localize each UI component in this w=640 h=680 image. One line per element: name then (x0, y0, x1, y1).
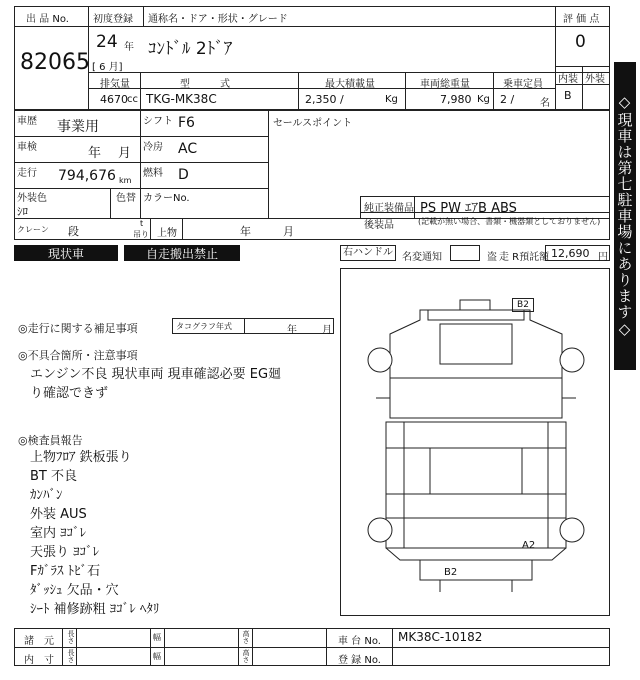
model-name-label: 通称名・ドア・形状・グレード (148, 14, 288, 25)
mileage-unit: km (119, 176, 132, 185)
inspector-item: ｶﾝﾊﾞﾝ (30, 488, 63, 503)
current-state-badge (14, 245, 118, 261)
rear-right-wheel (560, 518, 584, 542)
name-change-box (450, 245, 480, 261)
type-label: 型 式 (180, 79, 230, 90)
interior-grade: B (564, 89, 572, 102)
front-left-wheel (368, 348, 392, 372)
inspector-item: 天張り ﾖｺﾞﾚ (30, 545, 100, 560)
mark-b2-top: B2 (517, 300, 529, 310)
mark-b2-bottom: B2 (444, 567, 458, 578)
defects-line-2: り確認できず (30, 386, 109, 401)
right-hand-text: 右ハンドル (343, 247, 393, 258)
crane-stage: 段 (68, 225, 79, 238)
color-code-label: カラーNo. (143, 193, 190, 204)
lot-number: 82065 (20, 50, 90, 75)
aftermarket-note: (記載が無い場合、書類・機器類としておりません) (418, 217, 601, 226)
reg-number-label: 登 録 No. (338, 655, 381, 666)
history-value: 事業用 (57, 119, 99, 135)
sales-point-label: セールスポイント (273, 118, 353, 129)
inspector-item: ﾀﾞｯｼｭ 欠品・穴 (30, 583, 119, 598)
interior-dims-label: 内 寸 (24, 655, 54, 666)
body-label: 上物 (157, 228, 177, 239)
ac-label: 冷房 (143, 142, 163, 153)
aftermarket-label: 後装品 (364, 220, 394, 231)
rear-frame (386, 548, 566, 560)
recycle-label: 走 R預託額 (499, 252, 550, 263)
max-load-unit: Kg (385, 94, 398, 105)
recycle-unit: 円 (598, 252, 608, 263)
current-state-text: 現状車 (47, 247, 84, 261)
parking-banner (614, 62, 636, 370)
height-label-2: 高さ (242, 649, 250, 663)
inspector-item: 室内 ﾖｺﾞﾚ (30, 526, 87, 541)
gross-weight-label: 車両総重量 (420, 79, 470, 90)
first-reg-label: 初度登録 (93, 14, 133, 25)
reg-year: 24 (96, 32, 118, 52)
eval-label: 評 価 点 (563, 14, 600, 25)
inspection-year: 年 (88, 146, 102, 161)
displacement: 4670 (100, 93, 128, 106)
defects-title: ◎不具合箇所・注意事項 (18, 349, 138, 362)
shift-label: シフト (143, 116, 173, 127)
tachograph-label: タコグラフ年式 (176, 322, 232, 331)
reg-month: [ 6 月] (92, 62, 123, 73)
crane-label: クレーン (17, 225, 49, 234)
width-label: 幅 (153, 633, 161, 642)
fuel-label: 燃料 (143, 168, 163, 179)
max-load: 2,350 / (305, 93, 344, 106)
model-code: TKG-MK38C (146, 92, 217, 106)
parking-banner-text: ◇現車は第七駐車場にあります◇ (615, 93, 634, 339)
max-load-label: 最大積載量 (325, 79, 375, 90)
right-hand-box (340, 245, 396, 261)
length-label: 長さ (67, 630, 75, 644)
ac-value: AC (178, 141, 198, 157)
no-self-drive-badge (124, 245, 240, 261)
inspector-item: BT 不良 (30, 469, 77, 484)
equipment-value: PS PW ｴｱB ABS (420, 201, 517, 216)
rear-left-wheel (368, 518, 392, 542)
inspector-item: 上物ﾌﾛｱ 鉄板張り (30, 450, 132, 465)
dims-label: 諸 元 (24, 636, 54, 647)
gross-weight: 7,980 (440, 93, 472, 106)
mileage-value: 794,676 (58, 168, 116, 184)
shift-value: F6 (178, 115, 195, 131)
lot-label: 出 品 No. (26, 14, 69, 25)
height-label: 高さ (242, 630, 250, 644)
inspection-label: 車検 (17, 142, 37, 153)
year-unit: 年 (124, 42, 134, 53)
displacement-label: 排気量 (100, 79, 130, 90)
color-value: ｼﾛ (17, 205, 28, 218)
recycle-fee: 12,690 (551, 247, 590, 260)
body-year: 年 (240, 225, 251, 238)
gross-weight-unit: Kg (477, 94, 490, 105)
history-label: 車歴 (17, 116, 37, 127)
cargo-body (386, 422, 566, 548)
cab-window (440, 324, 512, 364)
body-month: 月 (283, 225, 294, 238)
fuel-value: D (178, 167, 189, 183)
mark-b2-top-box (512, 298, 534, 312)
chassis-label: 車 台 No. (338, 636, 381, 647)
width-label-2: 幅 (153, 652, 161, 661)
inspector-item: ｼｰﾄ 補修跡粗 ﾖｺﾞﾚ ﾍﾀﾘ (30, 602, 160, 617)
tachograph-month: 月 (322, 325, 332, 336)
crane-ton-bottom: 吊り (133, 230, 149, 239)
eval-score: 0 (575, 32, 586, 52)
defects-line-1: エンジン不良 現状車両 現車確認必要 EG廻 (30, 367, 282, 382)
inspector-item: Fｶﾞﾗｽ ﾄﾋﾞ石 (30, 564, 101, 579)
displacement-unit: cc (127, 94, 138, 105)
car-name: ｺﾝﾄﾞﾙ 2ﾄﾞｱ (148, 39, 233, 59)
cab-roof (428, 310, 524, 320)
color-label: 外装色 (17, 193, 47, 204)
color-change-label: 色替 (116, 193, 136, 204)
capacity-unit: 名 (540, 98, 550, 109)
no-self-drive-text: 自走搬出禁止 (145, 247, 218, 261)
length-label-2: 長さ (67, 649, 75, 663)
inspection-month: 月 (118, 146, 132, 161)
inspector-title: ◎検査員報告 (18, 434, 83, 447)
capacity: 2 / (500, 93, 515, 106)
chassis-number: MK38C-10182 (398, 630, 483, 644)
exterior-grade-label: 外装 (585, 74, 605, 85)
front-right-wheel (560, 348, 584, 372)
tachograph-year: 年 (287, 325, 297, 336)
inspector-item: 外装 AUS (30, 507, 87, 522)
name-change-label: 名変通知 (402, 252, 442, 263)
capacity-label: 乗車定員 (503, 79, 543, 90)
crane-ton-top: t (140, 219, 144, 228)
mark-a2: A2 (522, 540, 536, 551)
mileage-label: 走行 (17, 168, 37, 179)
interior-grade-label: 内装 (558, 74, 578, 85)
equipment-label: 純正装備品 (364, 203, 414, 214)
truck-diagram (340, 268, 610, 616)
driving-title: ◎走行に関する補足事項 (18, 322, 138, 335)
odometer-prefix: 盗 (487, 252, 497, 263)
